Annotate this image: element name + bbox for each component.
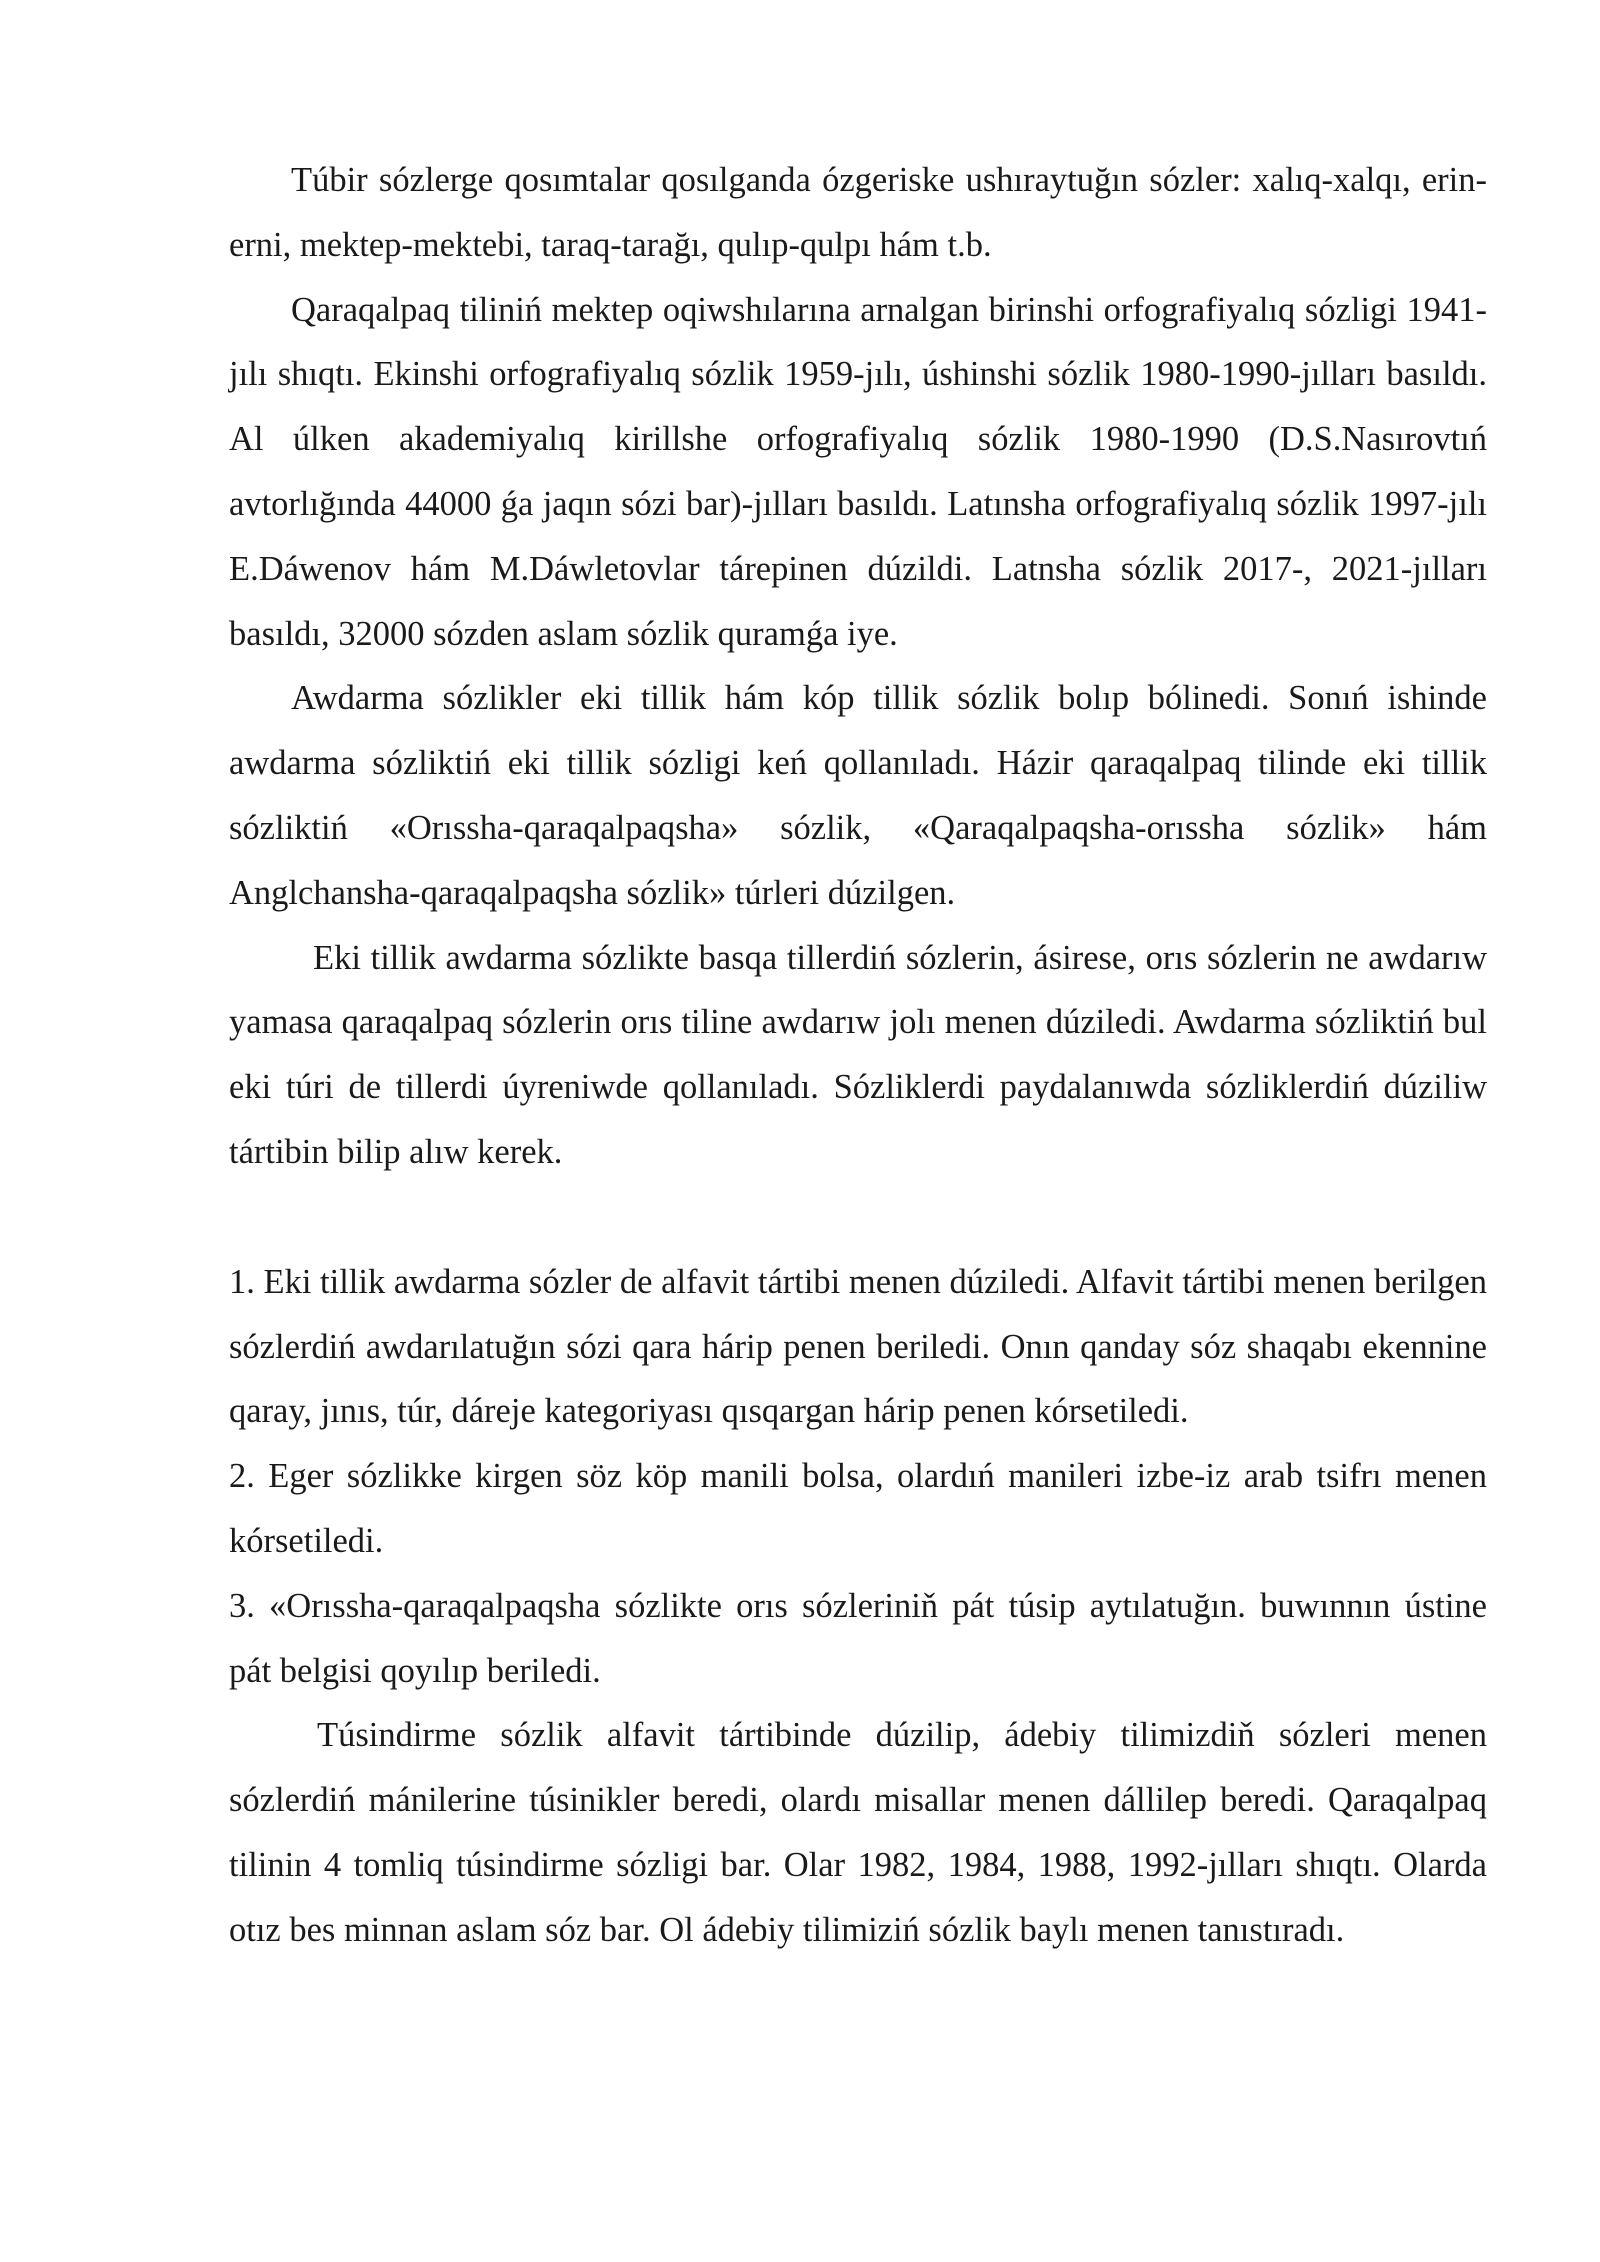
- paragraph-bilingual-dictionary: Eki tillik awdarma sózlikte basqa tillerdiń sózlerin, ásirese, orıs sózlerin ne awdarıw yamasa qaraqalpaq sózlerin orıs tiline awdarıw jolı menen dúziledi. Awdarma sózliktiń bul eki túri de tillerdi úyreniwde qollanıladı. Sózliklerdi paydalanıwda sózliklerdiń dúziliw tártibin bilip alıw kerek.: [229, 938, 1487, 1171]
- paragraph-translation-dictionaries: Awdarma sózlikler eki tillik hám kóp tillik sózlik bolıp bólinedi. Sonıń ishinde awdarma sózliktiń eki tillik sózligi keń qollanıladı. Házir qaraqalpaq tilinde eki tillik sózliktiń «Orıssha-qaraqalpaqsha» sózlik, «Qaraqalpaqsha-orıssha sózlik» hám Anglchansha-qaraqalpaqsha sózlik» túrleri dúzilgen.: [229, 679, 1487, 912]
- paragraph-explanatory-dictionary: Túsindirme sózlik alfavit tártibinde dúzilip, ádebiy tilimizdiň sózleri menen sózlerdiń mánilerine túsinikler beredi, olardı misallar menen dállilep beredi. Qaraqalpaq tilinin 4 tomliq túsindirme sózligi bar. Olar 1982, 1984, 1988, 1992-jılları shıqtı. Olarda otız bes minnan aslam sóz bar. Ol ádebiy tilimiziń sózlik baylı menen tanıstıradı.: [229, 1716, 1487, 1949]
- paragraph-root-words: Túbir sózlerge qosımtalar qosılganda ózgeriske ushıraytuğın sózler: xalıq-xalqı, erin-erni, mektep-mektebi, taraq-tarağı, qulıp-qulpı hám t.b.: [229, 161, 1487, 264]
- list-item-1: 1. Eki tillik awdarma sózler de alfavit tártibi menen dúziledi. Alfavit tártibi menen berilgen sózlerdiń awdarılatuğın sózi qara hárip penen beriledi. Onın qanday sóz shaqabı ekennine qaray, jınıs, túr, dáreje kategoriyası qısqargan hárip penen kórsetiledi.: [229, 1262, 1487, 1431]
- document-page: [229, 148, 1487, 1963]
- list-item-3: 3. «Orıssha-qaraqalpaqsha sózlikte orıs sózleriniň pát túsip aytılatuğın. buwınnın ústine pát belgisi qoyılıp beriledi.: [229, 1586, 1487, 1690]
- paragraph-spacer: [229, 1185, 1487, 1250]
- paragraph-orthographic-dictionaries: Qaraqalpaq tiliniń mektep oqiwshılarına arnalgan birinshi orfografiyalıq sózligi 1941-jılı shıqtı. Ekinshi orfografiyalıq sózlik 1959-jılı, úshinshi sózlik 1980-1990-jılları basıldı. Al úlken akademiyalıq kirillshe orfografiyalıq sózlik 1980-1990 (D.S.Nasırovtıń avtorlığında 44000 ǵa jaqın sózi bar)-jılları basıldı. Latınsha orfografiyalıq sózlik 1997-jılı E.Dáwenov hám M.Dáwletovlar tárepinen dúzildi. Latnsha sózlik 2017-, 2021-jılları basıldı, 32000 sózden aslam sózlik quramǵa iye.: [229, 290, 1487, 653]
- list-item-2: 2. Eger sózlikke kirgen söz köp manili bolsa, olardıń manileri izbe-iz arab tsifrı menen kórsetiledi.: [229, 1457, 1487, 1560]
